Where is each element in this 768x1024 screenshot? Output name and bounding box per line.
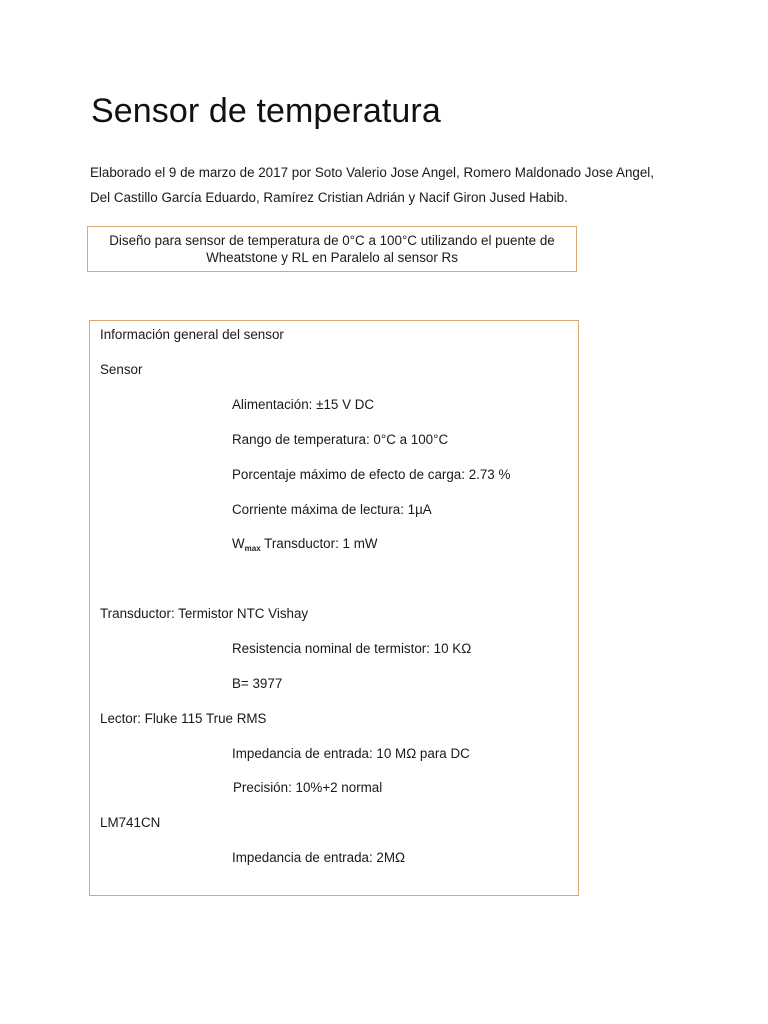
authors-line-1: Elaborado el 9 de marzo de 2017 por Soto Valerio Jose Angel, Romero Maldonado Jose Angel, bbox=[90, 165, 655, 180]
wmax-text: Transductor: 1 mW bbox=[260, 536, 378, 551]
impedancia-opamp-value: Impedancia de entrada: 2MΩ bbox=[232, 850, 406, 865]
summary-box bbox=[87, 226, 577, 272]
rango-temperatura-value: Rango de temperatura: 0°C a 100°C bbox=[232, 432, 449, 447]
wmax-symbol: W bbox=[232, 536, 245, 551]
efecto-carga-value: Porcentaje máximo de efecto de carga: 2.73 % bbox=[232, 467, 511, 482]
lector-label: Lector: Fluke 115 True RMS bbox=[100, 711, 267, 726]
impedancia-lector-value: Impedancia de entrada: 10 MΩ para DC bbox=[232, 746, 470, 761]
beta-value: B= 3977 bbox=[232, 676, 283, 691]
page-title: Sensor de temperatura bbox=[91, 92, 441, 130]
opamp-label: LM741CN bbox=[100, 815, 161, 830]
authors-line-2: Del Castillo García Eduardo, Ramírez Cristian Adrián y Nacif Giron Jused Habib. bbox=[90, 190, 568, 205]
authors-paragraph bbox=[90, 160, 710, 210]
sensor-info-box bbox=[89, 320, 579, 896]
alimentacion-value: Alimentación: ±15 V DC bbox=[232, 397, 375, 412]
precision-value: Precisión: 10%+2 normal bbox=[233, 780, 383, 795]
wmax-subscript: max bbox=[244, 544, 261, 553]
sensor-label: Sensor bbox=[100, 362, 143, 377]
transductor-label: Transductor: Termistor NTC Vishay bbox=[100, 606, 309, 621]
summary-line-2: Wheatstone y RL en Paralelo al sensor Rs bbox=[206, 250, 458, 265]
resistencia-nominal-value: Resistencia nominal de termistor: 10 KΩ bbox=[232, 641, 472, 656]
info-heading: Información general del sensor bbox=[100, 327, 284, 342]
summary-line-1: Diseño para sensor de temperatura de 0°C a 100°C utilizando el puente de bbox=[109, 233, 555, 248]
corriente-maxima-value: Corriente máxima de lectura: 1µA bbox=[232, 502, 432, 517]
wmax-transductor-value bbox=[232, 536, 377, 557]
